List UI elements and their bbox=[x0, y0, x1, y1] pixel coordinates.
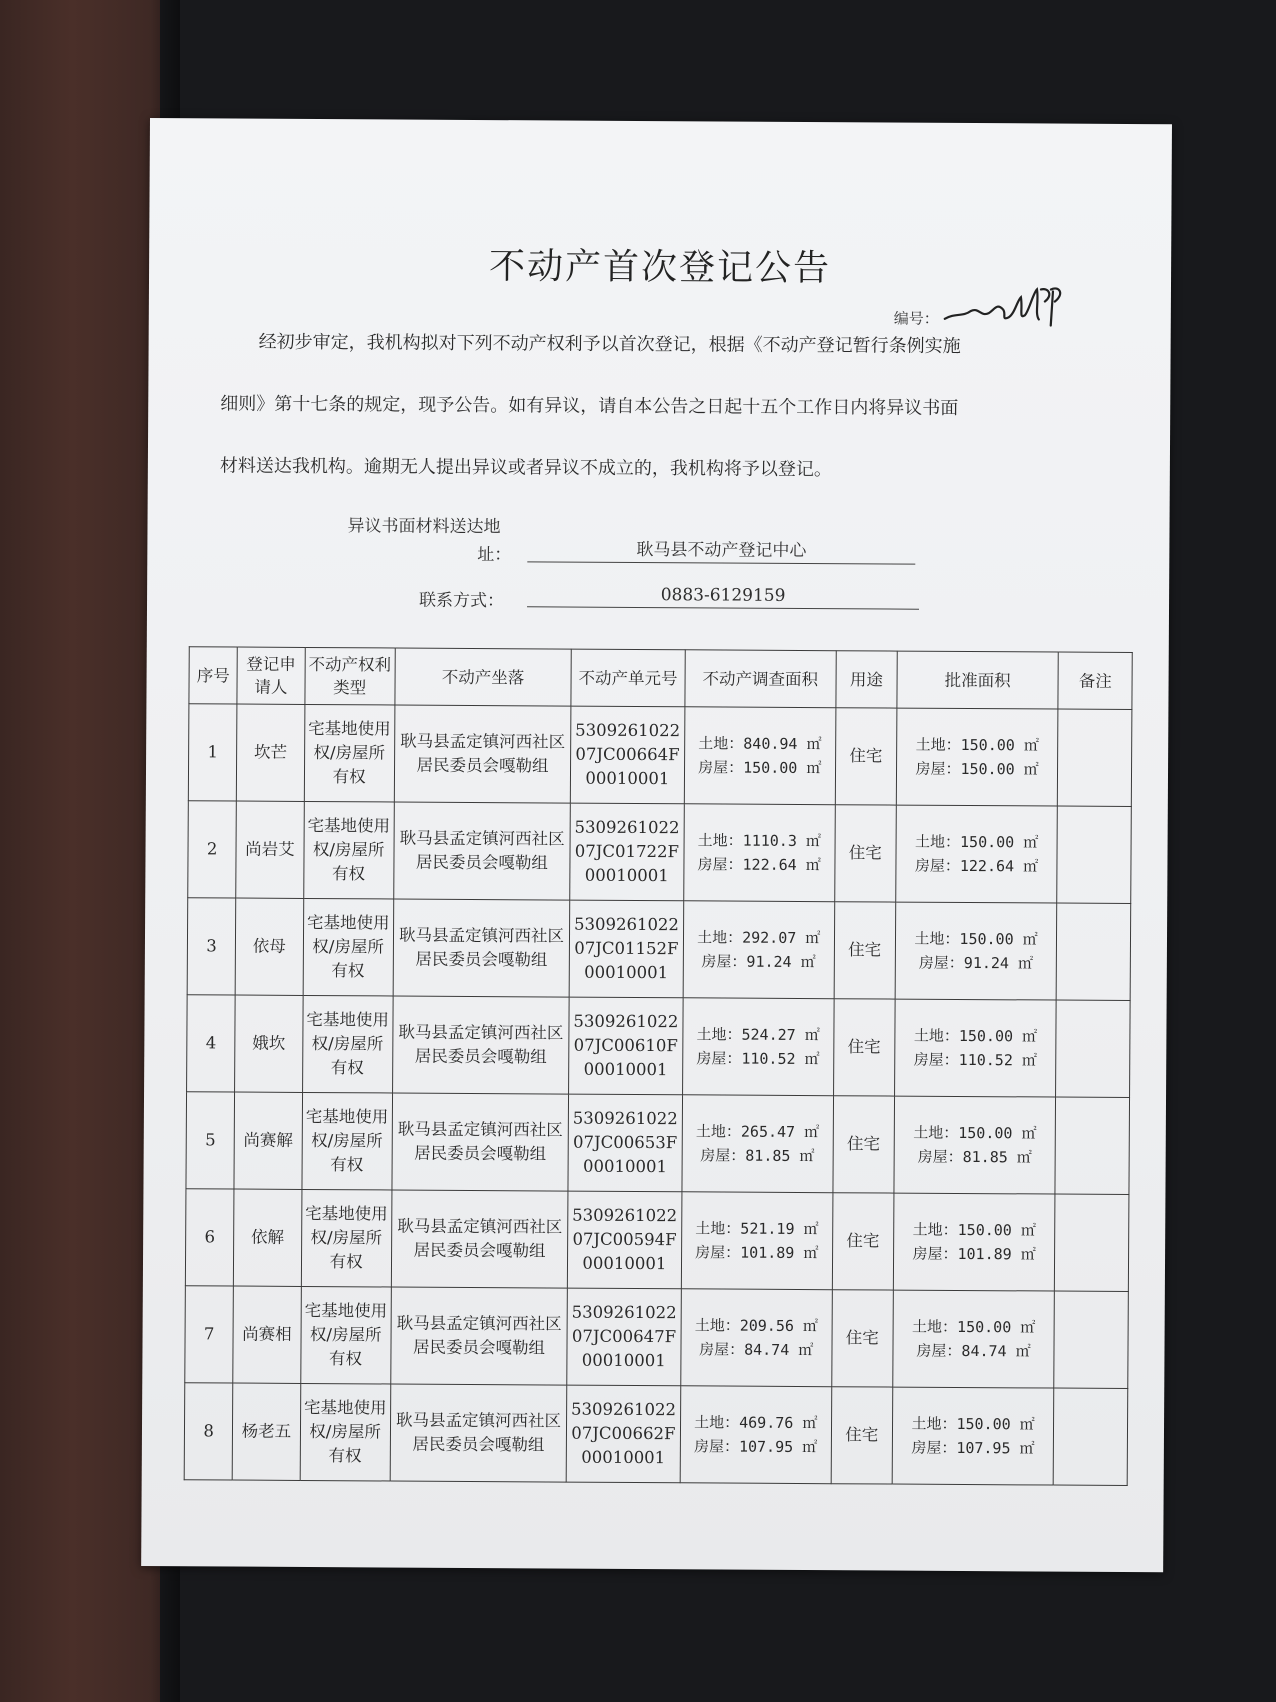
cell-location: 耿马县孟定镇河西社区居民委员会嘎勒组 bbox=[393, 899, 570, 997]
cell-right-type: 宅基地使用权/房屋所有权 bbox=[300, 1286, 391, 1384]
approved-house-area: 房屋：110.52 ㎡ bbox=[913, 1050, 1037, 1070]
header-right-type: 不动产权利类型 bbox=[304, 647, 395, 705]
cell-survey-area bbox=[680, 1386, 832, 1484]
notice-paragraph-1: 经初步审定，我机构拟对下列不动产权利予以首次登记，根据《不动产登记暂行条例实施 bbox=[258, 331, 961, 357]
cell-location: 耿马县孟定镇河西社区居民委员会嘎勒组 bbox=[394, 705, 571, 803]
cell-no: 3 bbox=[187, 898, 236, 995]
cell-right-type: 宅基地使用权/房屋所有权 bbox=[301, 1189, 392, 1287]
approved-house-area: 房屋：84.74 ㎡ bbox=[916, 1341, 1031, 1361]
cell-survey-area bbox=[682, 998, 834, 1096]
approved-land-area: 土地：150.00 ㎡ bbox=[913, 1123, 1037, 1143]
cell-no: 4 bbox=[187, 995, 236, 1092]
approved-house-area: 房屋：81.85 ㎡ bbox=[917, 1147, 1032, 1167]
survey-house-area: 房屋：91.24 ㎡ bbox=[701, 952, 816, 972]
approved-land-area: 土地：150.00 ㎡ bbox=[915, 735, 1039, 755]
registration-table bbox=[184, 646, 1133, 1486]
header-location: 不动产坐落 bbox=[395, 648, 572, 706]
cell-remark bbox=[1055, 1194, 1129, 1291]
cell-no: 7 bbox=[185, 1286, 234, 1383]
cell-approved-area bbox=[895, 805, 1057, 903]
notice-title: 不动产首次登记公告 bbox=[488, 246, 832, 290]
cell-location: 耿马县孟定镇河西社区居民委员会嘎勒组 bbox=[392, 996, 569, 1094]
survey-land-area: 土地：292.07 ㎡ bbox=[697, 928, 821, 948]
cell-remark bbox=[1057, 903, 1131, 1000]
table-row bbox=[186, 1092, 1130, 1195]
cell-applicant: 尚岩艾 bbox=[236, 801, 304, 898]
survey-land-area: 土地：524.27 ㎡ bbox=[696, 1025, 820, 1045]
cell-approved-area bbox=[896, 708, 1058, 806]
cell-right-type: 宅基地使用权/房屋所有权 bbox=[303, 801, 394, 899]
cell-use: 住宅 bbox=[834, 902, 895, 999]
cell-right-type: 宅基地使用权/房屋所有权 bbox=[301, 1092, 392, 1190]
approved-land-area: 土地：150.00 ㎡ bbox=[914, 929, 1038, 949]
cell-use: 住宅 bbox=[832, 1193, 893, 1290]
approved-land-area: 土地：150.00 ㎡ bbox=[914, 832, 1039, 852]
cell-unit-no: 530926102207JC00647F00010001 bbox=[567, 1288, 681, 1386]
desk-surface bbox=[0, 0, 160, 1702]
approved-house-area: 房屋：150.00 ㎡ bbox=[915, 759, 1039, 779]
table-row bbox=[188, 801, 1132, 904]
cell-applicant: 坎芒 bbox=[237, 704, 305, 801]
serial-label: 编号： bbox=[893, 309, 939, 328]
header-unit-no: 不动产单元号 bbox=[571, 649, 685, 707]
cell-location: 耿马县孟定镇河西社区居民委员会嘎勒组 bbox=[394, 802, 571, 900]
cell-no: 1 bbox=[188, 704, 237, 801]
contact-value: 0883-6129159 bbox=[527, 584, 919, 609]
approved-house-area: 房屋：107.95 ㎡ bbox=[911, 1438, 1035, 1458]
cell-no: 8 bbox=[184, 1383, 233, 1480]
cell-location: 耿马县孟定镇河西社区居民委员会嘎勒组 bbox=[390, 1384, 567, 1482]
cell-survey-area bbox=[683, 804, 835, 902]
table-row bbox=[188, 704, 1132, 807]
handwritten-signature bbox=[941, 283, 1071, 330]
cell-use: 住宅 bbox=[833, 1096, 894, 1193]
cell-unit-no: 530926102207JC01152F00010001 bbox=[569, 900, 683, 998]
notice-paper bbox=[141, 118, 1172, 1572]
cell-remark bbox=[1054, 1388, 1128, 1485]
cell-unit-no: 530926102207JC00594F00010001 bbox=[568, 1191, 682, 1289]
approved-house-area: 房屋：91.24 ㎡ bbox=[918, 953, 1034, 973]
header-survey-area: 不动产调查面积 bbox=[685, 650, 837, 708]
cell-unit-no: 530926102207JC00610F00010001 bbox=[569, 997, 683, 1095]
cell-survey-area bbox=[682, 1095, 834, 1193]
survey-house-area: 房屋：107.95 ㎡ bbox=[693, 1437, 818, 1457]
cell-no: 2 bbox=[188, 801, 237, 898]
survey-house-area: 房屋：84.74 ㎡ bbox=[699, 1340, 814, 1360]
address-value: 耿马县不动产登记中心 bbox=[527, 534, 915, 564]
header-no: 序号 bbox=[189, 647, 238, 704]
table-header-row bbox=[189, 647, 1132, 710]
table-row bbox=[187, 995, 1131, 1098]
cell-location: 耿马县孟定镇河西社区居民委员会嘎勒组 bbox=[391, 1190, 568, 1288]
header-approved-area: 批准面积 bbox=[897, 651, 1059, 709]
cell-use: 住宅 bbox=[835, 708, 896, 805]
cell-right-type: 宅基地使用权/房屋所有权 bbox=[302, 995, 393, 1093]
approved-house-area: 房屋：122.64 ㎡ bbox=[914, 856, 1039, 876]
approved-land-area: 土地：150.00 ㎡ bbox=[913, 1026, 1038, 1046]
cell-applicant: 尚赛相 bbox=[233, 1286, 301, 1383]
cell-unit-no: 530926102207JC01722F00010001 bbox=[570, 803, 684, 901]
table-row bbox=[184, 1383, 1128, 1486]
cell-location: 耿马县孟定镇河西社区居民委员会嘎勒组 bbox=[392, 1093, 569, 1191]
cell-right-type: 宅基地使用权/房屋所有权 bbox=[304, 704, 395, 802]
cell-use: 住宅 bbox=[832, 1290, 893, 1387]
header-remark: 备注 bbox=[1058, 652, 1132, 709]
cell-use: 住宅 bbox=[835, 805, 896, 902]
cell-no: 6 bbox=[185, 1189, 234, 1286]
cell-remark bbox=[1057, 806, 1131, 903]
cell-use: 住宅 bbox=[831, 1387, 892, 1484]
cell-approved-area bbox=[894, 999, 1056, 1097]
cell-use: 住宅 bbox=[833, 999, 894, 1096]
survey-land-area: 土地：209.56 ㎡ bbox=[694, 1316, 819, 1336]
table-row bbox=[185, 1189, 1129, 1292]
cell-approved-area bbox=[892, 1387, 1054, 1485]
approved-land-area: 土地：150.00 ㎡ bbox=[911, 1414, 1035, 1434]
survey-land-area: 土地：521.19 ㎡ bbox=[695, 1219, 819, 1239]
survey-land-area: 土地：840.94 ㎡ bbox=[698, 734, 822, 754]
notice-paragraph-2: 细则》第十七条的规定，现予公告。如有异议，请自本公告之日起十五个工作日内将异议书面 bbox=[220, 393, 959, 419]
cell-no: 5 bbox=[186, 1092, 235, 1189]
cell-remark bbox=[1058, 709, 1132, 806]
cell-remark bbox=[1056, 1000, 1130, 1097]
cell-applicant: 依母 bbox=[235, 898, 303, 995]
cell-survey-area bbox=[684, 707, 836, 805]
cell-approved-area bbox=[893, 1193, 1055, 1291]
table-body bbox=[184, 704, 1132, 1486]
survey-house-area: 房屋：81.85 ㎡ bbox=[700, 1146, 815, 1166]
cell-right-type: 宅基地使用权/房屋所有权 bbox=[300, 1383, 391, 1481]
table-row bbox=[187, 898, 1131, 1001]
survey-land-area: 土地：265.47 ㎡ bbox=[695, 1122, 820, 1142]
cell-applicant: 尚赛解 bbox=[234, 1092, 302, 1189]
contact-label: 联系方式： bbox=[418, 590, 505, 612]
address-label-line2: 址： bbox=[477, 545, 512, 566]
cell-unit-no: 530926102207JC00664F00010001 bbox=[571, 706, 685, 804]
cell-approved-area bbox=[894, 1096, 1056, 1194]
cell-applicant: 杨老五 bbox=[232, 1383, 300, 1480]
approved-land-area: 土地：150.00 ㎡ bbox=[912, 1220, 1036, 1240]
cell-unit-no: 530926102207JC00662F00010001 bbox=[566, 1385, 680, 1483]
cell-survey-area bbox=[680, 1289, 832, 1387]
cell-remark bbox=[1054, 1291, 1128, 1388]
cell-approved-area bbox=[892, 1290, 1054, 1388]
table-row bbox=[185, 1286, 1129, 1389]
notice-paragraph-3: 材料送达我机构。逾期无人提出异议或者异议不成立的，我机构将予以登记。 bbox=[219, 455, 832, 481]
survey-house-area: 房屋：122.64 ㎡ bbox=[697, 855, 821, 875]
address-label-line1: 异议书面材料送达地 bbox=[347, 516, 501, 538]
survey-house-area: 房屋：101.89 ㎡ bbox=[695, 1243, 819, 1263]
cell-approved-area bbox=[895, 902, 1057, 1000]
survey-house-area: 房屋：150.00 ㎡ bbox=[698, 758, 822, 778]
survey-land-area: 土地：1110.3 ㎡ bbox=[697, 831, 821, 851]
survey-land-area: 土地：469.76 ㎡ bbox=[694, 1413, 818, 1433]
cell-applicant: 娥坎 bbox=[235, 995, 303, 1092]
cell-applicant: 依解 bbox=[234, 1189, 302, 1286]
cell-unit-no: 530926102207JC00653F00010001 bbox=[568, 1094, 682, 1192]
cell-right-type: 宅基地使用权/房屋所有权 bbox=[303, 898, 394, 996]
cell-remark bbox=[1055, 1097, 1129, 1194]
survey-house-area: 房屋：110.52 ㎡ bbox=[696, 1049, 820, 1069]
cell-survey-area bbox=[681, 1192, 833, 1290]
approved-house-area: 房屋：101.89 ㎡ bbox=[912, 1244, 1036, 1264]
header-applicant: 登记申请人 bbox=[237, 647, 305, 704]
cell-location: 耿马县孟定镇河西社区居民委员会嘎勒组 bbox=[391, 1287, 568, 1385]
header-use: 用途 bbox=[836, 651, 897, 708]
cell-survey-area bbox=[683, 901, 835, 999]
approved-land-area: 土地：150.00 ㎡ bbox=[912, 1317, 1036, 1337]
